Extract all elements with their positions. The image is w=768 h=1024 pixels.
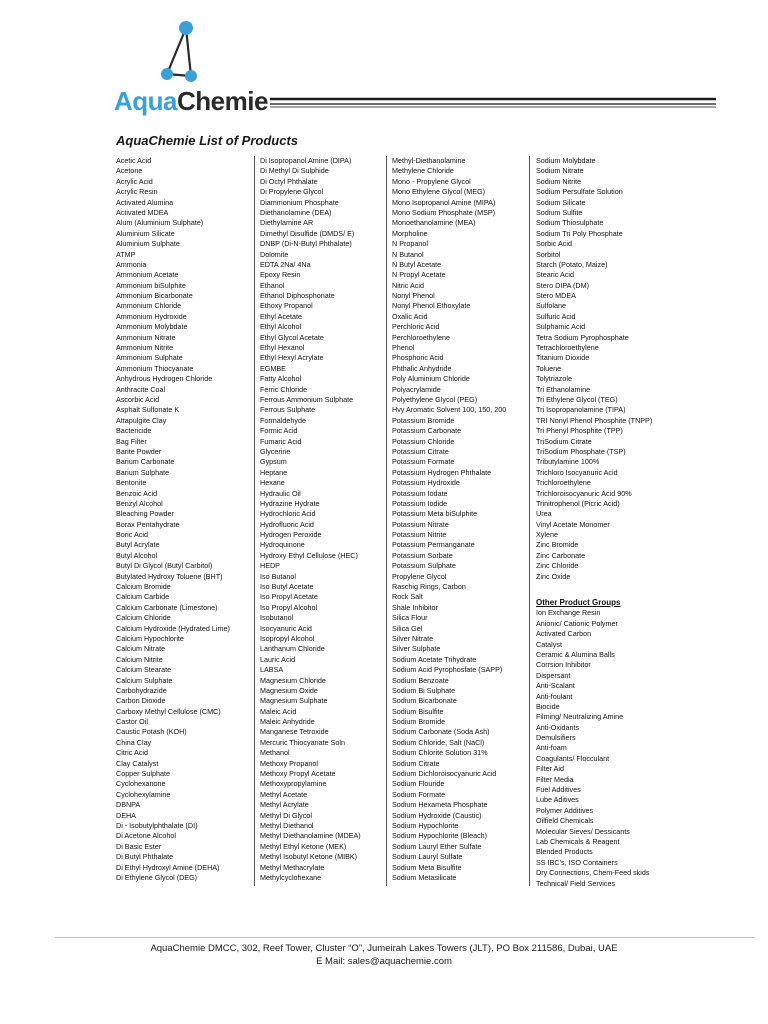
product-item: Sulfolane <box>536 301 566 311</box>
product-item: Formic Acid <box>260 426 298 436</box>
product-column-1 <box>116 156 250 883</box>
product-item: Calcium Stearate <box>116 665 172 675</box>
product-item: Oxalic Acid <box>392 311 428 321</box>
product-item: Sodium Acid Pyrophosfate (SAPP) <box>392 665 503 675</box>
product-item: Bactericide <box>116 426 152 436</box>
product-item: Di Butyl Phthalate <box>116 852 174 862</box>
product-item: Zinc Carbonate <box>536 550 586 560</box>
product-item: Acetone <box>116 166 143 176</box>
product-item: Calcium Bromide <box>116 582 171 592</box>
product-item: Manganese Tetroxide <box>260 727 329 737</box>
product-item: Carbon Dioxide <box>116 696 166 706</box>
product-item: Sodium Carbonate (Soda Ash) <box>392 727 490 737</box>
product-item: Sodium Persulfate Solution <box>536 187 623 197</box>
product-item: Potassium Bromide <box>392 415 455 425</box>
product-item: Sodium Citrate <box>392 758 440 768</box>
product-item: Hexane <box>260 478 285 488</box>
footer <box>0 942 768 968</box>
product-item: Ferrous Sulphate <box>260 405 316 415</box>
product-item: Sorbitol <box>536 249 561 259</box>
product-item: Anti-foam <box>536 743 567 753</box>
product-item: Nonyl Phenol Ethoxylate <box>392 301 471 311</box>
product-item: Sodium Metasilicate <box>392 872 457 882</box>
product-item: Anti-foulant <box>536 691 573 701</box>
product-item: Lube Aditives <box>536 795 579 805</box>
product-item: Toluene <box>536 363 562 373</box>
product-item: Coagulants/ Flocculant <box>536 753 610 763</box>
product-item: Di Octyl Phthalate <box>260 176 318 186</box>
product-item: Ion Exchange Resin <box>536 608 601 618</box>
product-item: Zinc Chloride <box>536 561 579 571</box>
product-list-col4 <box>536 156 686 582</box>
product-item: Methyl-Diethanolamine <box>392 156 466 165</box>
product-item: Ammonium Molybdate <box>116 322 188 332</box>
product-item: Morpholine <box>392 228 428 238</box>
product-item: Ferric Chloride <box>260 384 308 394</box>
product-item: Ethoxy Propanol <box>260 301 313 311</box>
product-item: Methoxy Propyl Acetate <box>260 769 336 779</box>
product-item: Fatty Alcohol <box>260 374 302 384</box>
brand-logo <box>114 86 268 117</box>
product-item: Attapulgite Clay <box>116 415 167 425</box>
product-item: Ammonium Nitrate <box>116 332 176 342</box>
product-item: Sodium Dichloroisocyanuric Acid <box>392 769 497 779</box>
product-item: Diethylamine AR <box>260 218 314 228</box>
product-item: Anti-Scalant <box>536 681 575 691</box>
product-item: Hydroquinone <box>260 540 305 550</box>
product-item: Tetrachloroethylene <box>536 343 599 353</box>
product-item: Mono Sodium Phosphate (MSP) <box>392 207 496 217</box>
product-item: Anionic/ Cationic Polymer <box>536 618 618 628</box>
product-item: Phosphoric Acid <box>392 353 444 363</box>
product-item: Sodium Acetate Trihydrate <box>392 654 477 664</box>
product-item: Ammonium Thiocyanate <box>116 363 194 373</box>
product-item: Sodium Chloride, Salt (NaCl) <box>392 737 485 747</box>
product-item: Sodium Bromide <box>392 717 446 727</box>
product-item: Sodium Flouride <box>392 779 445 789</box>
product-item: Shale Inhibitor <box>392 602 438 612</box>
product-item: Stero DIPA (DM) <box>536 280 589 290</box>
product-item: Isopropyl Alcohol <box>260 633 315 643</box>
product-item: Carbohydrazide <box>116 685 167 695</box>
product-item: Benzoic Acid <box>116 488 158 498</box>
product-item: Perchloric Acid <box>392 322 440 332</box>
product-item: Lab Chemicals & Reagent <box>536 837 620 846</box>
product-item: Tolytriazole <box>536 374 572 384</box>
other-groups-list <box>536 608 686 889</box>
product-item: Castor Oil <box>116 717 148 727</box>
product-item: Activated Carbon <box>536 629 592 639</box>
product-item: Dimethyl Disulfide (DMDS/ E) <box>260 228 355 238</box>
product-item: N Propanol <box>392 239 428 249</box>
product-item: Activated Alumina <box>116 197 174 207</box>
product-item: Bentonite <box>116 478 147 488</box>
product-item: ATMP <box>116 249 136 259</box>
product-item: DBNPA <box>116 800 141 810</box>
product-item: Polymer Additives <box>536 805 594 815</box>
product-item: Hydroxy Ethyl Cellulose (HEC) <box>260 550 358 560</box>
product-item: Ammonium Bicarbonate <box>116 291 193 301</box>
product-item: Potassium Sulphate <box>392 561 456 571</box>
product-item: Sodium Bicarbonate <box>392 696 457 706</box>
product-item: Maleic Acid <box>260 706 297 716</box>
product-item: Blended Products <box>536 847 593 857</box>
product-item: Technical/ Field Services <box>536 878 616 888</box>
product-item: Butyl Alcohol <box>116 550 158 560</box>
product-item: Alum (Aluminium Sulphate) <box>116 218 204 228</box>
product-item: Ethyl Glycol Acetate <box>260 332 324 342</box>
product-item: Di Ethyl Hydroxyl Amine (DEHA) <box>116 862 220 872</box>
product-item: Monoethanolamine (MEA) <box>392 218 476 228</box>
product-item: Dry Connections, Chem-Feed skids <box>536 868 650 878</box>
product-item: Asphalt Sulfonate K <box>116 405 180 415</box>
product-item: Potassium Formate <box>392 457 455 467</box>
product-column-3 <box>392 156 526 883</box>
product-item: Methanol <box>260 748 290 758</box>
product-item: Methoxy Propanol <box>260 758 318 768</box>
product-item: Potassium Nitrite <box>392 530 447 540</box>
product-item: Di - Isobutylphthalate (DI) <box>116 821 198 830</box>
product-item: Methyl Acrylate <box>260 800 309 810</box>
product-item: Potassium Meta biSulphite <box>392 509 478 519</box>
product-item: Hydrogen Peroxide <box>260 530 322 540</box>
product-item: Ethanol Diphosphonate <box>260 291 335 301</box>
product-item: Ascorbic Acid <box>116 394 160 404</box>
product-item: Lanthanum Chloride <box>260 644 325 654</box>
product-item: Sodium Nitrite <box>536 176 582 186</box>
product-item: Methyl Ethyl Ketone (MEK) <box>260 841 347 851</box>
product-item: DEHA <box>116 810 136 820</box>
product-item: Boric Acid <box>116 530 148 540</box>
product-item: Hvy Aromatic Solvent 100, 150, 200 <box>392 405 507 415</box>
product-item: Bag Filter <box>116 436 147 446</box>
product-item: Nitric Acid <box>392 280 424 290</box>
product-item: Methyl Diethanol <box>260 821 314 830</box>
product-item: Titanium Dioxide <box>536 353 590 363</box>
product-item: Trichloroethylene <box>536 478 591 488</box>
product-item: Di Ethylene Glycol (DEG) <box>116 872 198 882</box>
product-item: Methoxypropylamine <box>260 779 327 789</box>
product-item: Calcium Chloride <box>116 613 171 623</box>
product-item: Sodium Hydroxide (Caustic) <box>392 810 482 820</box>
brand-text-aqua: Aqua <box>114 86 177 116</box>
product-item: Silver Nitrate <box>392 633 434 643</box>
product-item: Lauric Acid <box>260 654 296 664</box>
product-item: Tri Ethylene Glycol (TEG) <box>536 394 618 404</box>
product-item: Sodium Nitrate <box>536 166 584 176</box>
product-item: Starch (Potato, Maize) <box>536 259 608 269</box>
product-item: Sodium Hypochlorite <box>392 821 459 830</box>
other-groups-heading: Other Product Groups <box>536 598 621 608</box>
product-item: Rock Salt <box>392 592 423 602</box>
product-item: Ethyl Hexyl Acrylate <box>260 353 324 363</box>
product-item: Potassium Hydroxide <box>392 478 460 488</box>
product-item: Acetic Acid <box>116 156 152 165</box>
product-item: Activated MDEA <box>116 207 169 217</box>
product-item: Maleic Anhydride <box>260 717 315 727</box>
product-item: Stero MDEA <box>536 291 576 301</box>
product-item: Gypsum <box>260 457 287 467</box>
product-item: Carboxy Methyl Cellulose (CMC) <box>116 706 221 716</box>
product-item: Fumaric Acid <box>260 436 302 446</box>
footer-divider <box>55 937 755 938</box>
product-item: Iso Propyl Acetate <box>260 592 318 602</box>
product-item: Potassium Nitrate <box>392 519 449 529</box>
product-item: Iso Butyl Acetate <box>260 582 314 592</box>
product-item: Raschig Rings, Carbon <box>392 582 466 592</box>
product-item: Ethanol <box>260 280 285 290</box>
product-item: Di Methyl Di Sulphide <box>260 166 329 176</box>
product-item: Cyclohexanone <box>116 779 166 789</box>
product-item: Filter Aid <box>536 764 564 774</box>
product-item: Iso Propyl Alcohol <box>260 602 318 612</box>
product-item: EGMBE <box>260 363 286 373</box>
product-item: Polyacrylamide <box>392 384 441 394</box>
product-item: Ferrous Ammonium Sulphate <box>260 394 354 404</box>
product-item: Mono Ethylene Glycol (MEG) <box>392 187 486 197</box>
product-item: SS IBC's, ISO Containers <box>536 857 618 867</box>
product-item: Sodium Sulfite <box>536 207 583 217</box>
product-item: Hydrazine Hydrate <box>260 498 320 508</box>
product-item: China Clay <box>116 737 152 747</box>
product-item: Epoxy Resin <box>260 270 301 280</box>
product-item: Calcium Hydroxide (Hydrated Lime) <box>116 623 230 633</box>
product-item: Xylene <box>536 530 558 540</box>
product-item: Sodium Thiosulphate <box>536 218 604 228</box>
product-item: Potassium Sorbate <box>392 550 453 560</box>
product-item: Iso Butanol <box>260 571 296 581</box>
product-item: Silver Sulphate <box>392 644 441 654</box>
product-item: Propylene Glycol <box>392 571 447 581</box>
product-item: Trinitrophenol (Picric Acid) <box>536 498 620 508</box>
product-item: Methyl Diethanolamine (MDEA) <box>260 831 361 841</box>
product-item: Stearic Acid <box>536 270 574 280</box>
product-item: Sulphamic Acid <box>536 322 586 332</box>
product-item: Benzyl Alcohol <box>116 498 163 508</box>
product-item: Diammonium Phosphate <box>260 197 339 207</box>
product-item: Clay Catalyst <box>116 758 159 768</box>
product-item: Ammonia <box>116 259 147 269</box>
product-item: Dispersant <box>536 670 571 680</box>
product-item: Vinyl Acetate Monomer <box>536 519 610 529</box>
product-item: Methylcyclohexane <box>260 872 322 882</box>
header-rules <box>270 96 716 110</box>
product-item: Phthalic Anhydride <box>392 363 452 373</box>
product-item: Urea <box>536 509 552 519</box>
product-item: TRI Nonyl Phenol Phosphite (TNPP) <box>536 415 653 425</box>
product-item: Sodium Molybdate <box>536 156 596 165</box>
product-item: DNBP (Di-N-Butyl Phthalate) <box>260 239 352 249</box>
product-item: Potassium Iodide <box>392 498 448 508</box>
product-item: Ethyl Hexanol <box>260 343 305 353</box>
product-item: Ammonium Sulphate <box>116 353 183 363</box>
product-item: Sodium Bi Sulphate <box>392 685 456 695</box>
product-item: Mono - Propylene Glycol <box>392 176 471 186</box>
product-item: Bleaching Powder <box>116 509 174 519</box>
product-item: Potassium Chloride <box>392 436 455 446</box>
product-item: Tetra Sodium Pyrophosphate <box>536 332 629 342</box>
product-item: Sodium Benzoate <box>392 675 449 685</box>
product-item: Isobutanol <box>260 613 294 623</box>
footer-email: E Mail: sales@aquachemie.com <box>316 956 452 967</box>
product-item: Silica Gel <box>392 623 423 633</box>
product-item: Sodium Tri Poly Phosphate <box>536 228 623 238</box>
product-item: Caustic Potash (KOH) <box>116 727 187 737</box>
product-item: Phenol <box>392 343 415 353</box>
product-item: Calcium Nitrite <box>116 654 163 664</box>
product-item: Sodium Silicate <box>536 197 586 207</box>
product-item: Sodium Lauryl Sulfate <box>392 852 463 862</box>
product-item: Magnesium Chloride <box>260 675 326 685</box>
product-item: Trichloro Isocyanuric Acid <box>536 467 618 477</box>
product-item: HEDP <box>260 561 280 571</box>
product-item: Filter Media <box>536 774 574 784</box>
product-item: Methylene Chloride <box>392 166 454 176</box>
product-item: Di Isopropanol Amine (DIPA) <box>260 156 352 165</box>
product-item: Potassium Hydrogen Phthalate <box>392 467 492 477</box>
product-item: Barium Carbonate <box>116 457 175 467</box>
product-item: Aluminium Silicate <box>116 228 175 238</box>
product-item: Magnesium Sulphate <box>260 696 328 706</box>
product-item: Ammonium Chloride <box>116 301 182 311</box>
product-item: Perchloroethylene <box>392 332 450 342</box>
product-item: Magnesium Oxide <box>260 685 318 695</box>
molecule-triangle-icon <box>155 18 205 88</box>
product-item: Corrsion Inhibitor <box>536 660 591 670</box>
product-item: Butyl Di Glycol (Butyl Carbitol) <box>116 561 213 571</box>
product-item: Tributylamine 100% <box>536 457 600 467</box>
product-item: Ammonium Nitrite <box>116 343 174 353</box>
product-item: Mono Isopropanol Amine (MIPA) <box>392 197 496 207</box>
product-item: Sodium Chlorite Solution 31% <box>392 748 488 758</box>
product-item: Nonyl Phenol <box>392 291 435 301</box>
product-item: Di Propylene Glycol <box>260 187 324 197</box>
product-item: Biocide <box>536 701 560 711</box>
product-item: Barite Powder <box>116 446 162 456</box>
product-item: Molecular Sieves/ Dessicants <box>536 826 630 836</box>
product-item: Aluminium Sulphate <box>116 239 180 249</box>
product-item: Calcium Carbonate (Limestone) <box>116 602 218 612</box>
product-item: Tri Ethanolamine <box>536 384 591 394</box>
column-divider <box>254 156 255 886</box>
product-item: Butylated Hydroxy Toluene (BHT) <box>116 571 223 581</box>
product-item: Acrylic Resin <box>116 187 158 197</box>
product-item: Di Basic Ester <box>116 841 162 851</box>
product-item: Sodium Hypochlorite (Bleach) <box>392 831 488 841</box>
product-item: Tri Isopropanolamine (TIPA) <box>536 405 626 415</box>
product-item: Calcium Hypochlorite <box>116 633 184 643</box>
product-item: Calcium Carbide <box>116 592 170 602</box>
product-item: Methyl Methacrylate <box>260 862 325 872</box>
product-item: N Butyl Acetate <box>392 259 442 269</box>
product-item: Filming/ Neutralizing Amine <box>536 712 624 722</box>
product-item: Heptane <box>260 467 288 477</box>
product-item: Ceramic & Alumina Balls <box>536 649 615 659</box>
product-item: Barium Sulphate <box>116 467 170 477</box>
product-item: Potassium Citrate <box>392 446 449 456</box>
product-item: Methyl Isobutyl Ketone (MIBK) <box>260 852 358 862</box>
product-item: Potassium Permanganate <box>392 540 475 550</box>
product-item: Ethyl Alcohol <box>260 322 302 332</box>
product-item: Poly Aluminium Chloride <box>392 374 470 384</box>
product-item: Ammonium Hydroxide <box>116 311 187 321</box>
product-item: Demulsifiers <box>536 733 576 743</box>
product-item: Potassium Carbonate <box>392 426 462 436</box>
product-item: Anthracite Coal <box>116 384 166 394</box>
product-item: Silica Flour <box>392 613 428 623</box>
product-item: Borax Pentahydrate <box>116 519 180 529</box>
product-item: N Propyl Acetate <box>392 270 446 280</box>
product-item: Formaldehyde <box>260 415 306 425</box>
product-item: Ammonium Acetate <box>116 270 179 280</box>
product-item: LABSA <box>260 665 284 675</box>
product-item: Sodium Lauryl Ether Sulfate <box>392 841 482 851</box>
product-item: Hydraulic Oil <box>260 488 301 498</box>
product-item: Zinc Bromide <box>536 540 579 550</box>
product-item: Cyclohexylamine <box>116 789 171 799</box>
product-item: Copper Sulphate <box>116 769 170 779</box>
product-item: Dolomite <box>260 249 289 259</box>
product-column-2 <box>260 156 386 883</box>
product-item: Methyl Di Glycol <box>260 810 312 820</box>
product-item: Trichloroisocyanuric Acid 90% <box>536 488 632 498</box>
product-item: Methyl Acetate <box>260 789 308 799</box>
product-item: Sorbic Acid <box>536 239 572 249</box>
product-item: Diethanolamine (DEA) <box>260 207 332 217</box>
product-item: Potassium Iodate <box>392 488 448 498</box>
product-item: Ethyl Acetate <box>260 311 302 321</box>
product-item: Ammonium biSulphite <box>116 280 186 290</box>
column-divider <box>529 156 530 886</box>
product-item: Anti-Oxidants <box>536 722 580 732</box>
product-item: Zinc Oxide <box>536 571 571 581</box>
product-item: Sodium Hexameta Phosphate <box>392 800 488 810</box>
product-item: TriSodium Citrate <box>536 436 592 446</box>
column-divider <box>386 156 387 886</box>
product-item: Calcium Sulphate <box>116 675 173 685</box>
product-item: Isocyanuric Acid <box>260 623 312 633</box>
product-item: Sulfuric Acid <box>536 311 576 321</box>
product-item: Fuel Additives <box>536 785 581 795</box>
product-item: Catalyst <box>536 639 562 649</box>
product-item: TriSodium Phosphate (TSP) <box>536 446 626 456</box>
product-item: N Butanol <box>392 249 424 259</box>
product-item: Oilfield Chemicals <box>536 816 594 826</box>
product-item: Sodium Meta Bisulfite <box>392 862 462 872</box>
product-item: Calcium Nitrate <box>116 644 166 654</box>
product-item: Acrylic Acid <box>116 176 153 186</box>
product-item: Hydrofluoric Acid <box>260 519 314 529</box>
product-item: Polyethylene Glycol (PEG) <box>392 394 478 404</box>
product-item: Sodium Bisulfite <box>392 706 444 716</box>
product-item: Di Acetone Alcohol <box>116 831 176 841</box>
product-item: Sodium Formate <box>392 789 446 799</box>
product-item: Citric Acid <box>116 748 148 758</box>
product-item: Hydrochloric Acid <box>260 509 316 519</box>
product-column-4 <box>536 156 686 889</box>
product-item: Glycerine <box>260 446 291 456</box>
product-item: Tri Phenyl Phosphite (TPP) <box>536 426 623 436</box>
product-item: Mercuric Thiocyanate Soln <box>260 737 345 747</box>
product-item: Anhydrous Hydrogen Chloride <box>116 374 213 384</box>
product-item: Butyl Acrylate <box>116 540 160 550</box>
footer-address: AquaChemie DMCC, 302, Reef Tower, Cluster “O”, Jumeirah Lakes Towers (JLT), PO Box 211586, Dubai, UAE <box>150 943 618 954</box>
product-item: EDTA 2Na/ 4Na <box>260 259 311 269</box>
page-title: AquaChemie List of Products <box>116 133 299 148</box>
brand-text-chemie: Chemie <box>177 86 268 116</box>
